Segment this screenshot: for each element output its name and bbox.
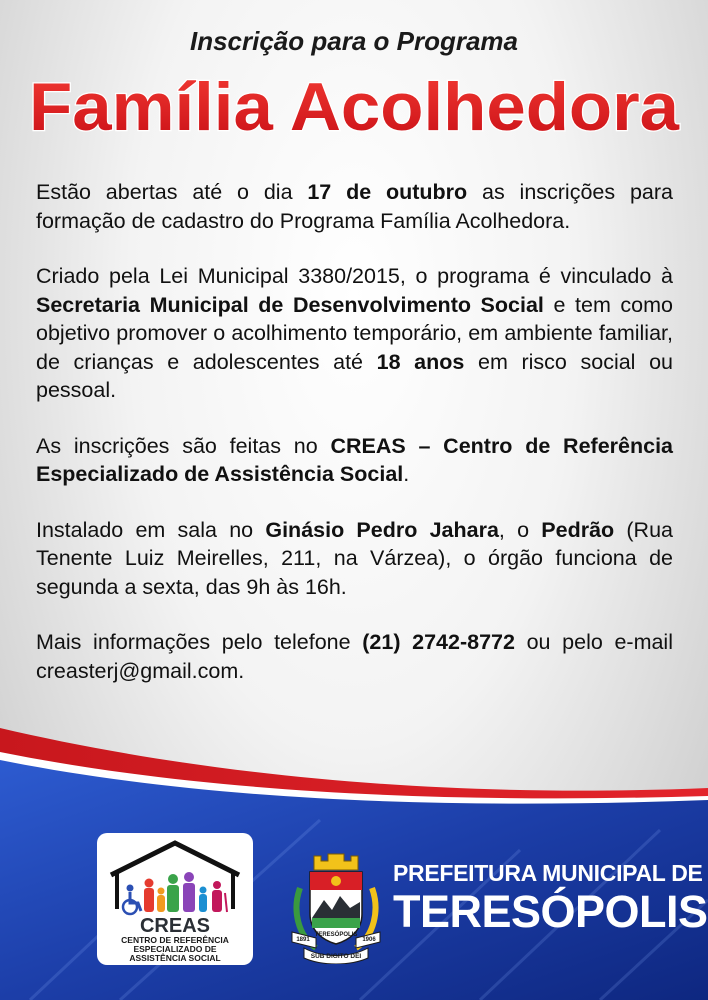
seal-year-right: 1906	[362, 937, 376, 943]
teresopolis-coat-of-arms	[286, 848, 386, 964]
highlighted-text: (21) 2742-8772	[362, 630, 515, 654]
creas-logo-line3: ASSISTÊNCIA SOCIAL	[129, 953, 221, 963]
paragraph-registration-location	[36, 432, 673, 489]
announcement-body	[36, 178, 673, 712]
paragraph-text: Estão abertas até o dia	[36, 180, 308, 204]
program-subtitle: Inscrição para o Programa	[189, 26, 519, 56]
prefeitura-label: PREFEITURA MUNICIPAL DE	[393, 860, 703, 886]
paragraph-text: Mais informações pelo telefone	[36, 630, 363, 654]
creas-logo	[97, 833, 253, 965]
paragraph-text: e tem como objetivo promover o acolhimento temporário, em ambiente familiar, de crianças e adolescentes até	[36, 292, 674, 374]
paragraph-deadline	[36, 178, 673, 235]
paragraph-text: Criado pela Lei Municipal 3380/2015, o programa é vinculado à	[36, 264, 673, 288]
paragraph-text: .	[403, 462, 410, 486]
paragraph-text: em risco social ou pessoal.	[36, 349, 673, 402]
highlighted-text: CREAS – Centro de Referência Especializado de Assistência Social	[36, 433, 673, 486]
highlighted-text: Ginásio Pedro Jahara	[265, 517, 499, 542]
paragraph-text: (Rua Tenente Luiz Meirelles, 211, na Várzea), o órgão funciona de segunda a sexta, das 9h às 16h.	[36, 517, 673, 599]
city-name: TERESÓPOLIS	[393, 886, 708, 937]
wheelchair-icon	[123, 885, 141, 915]
highlighted-text: Secretaria Municipal de Desenvolvimento Social	[36, 292, 544, 317]
seal-city-name: TERESÓPOLIS	[314, 932, 358, 938]
creas-logo-line2: ESPECIALIZADO DE	[133, 944, 217, 954]
paragraph-text: As inscrições são feitas no	[36, 433, 331, 458]
program-title-text: Família Acolhedora	[29, 69, 681, 145]
seal-motto: SUB DIGITO DEI	[310, 953, 362, 960]
paragraph-program-description	[36, 262, 673, 405]
paragraph-text: ou pelo e-mail creasterj@gmail.com.	[36, 630, 673, 683]
family-figures-icon	[144, 872, 227, 912]
seal-year-left: 1891	[296, 937, 310, 943]
highlighted-text: 18 anos	[376, 349, 465, 374]
highlighted-text: Pedrão	[541, 517, 615, 542]
creas-logo-line1: CENTRO DE REFERÊNCIA	[121, 935, 229, 945]
paragraph-text: as inscrições para formação de cadastro do Programa Família Acolhedora.	[36, 180, 673, 233]
paragraph-text: , o	[498, 517, 542, 542]
paragraph-text: Instalado em sala no	[36, 517, 266, 542]
program-title	[0, 60, 708, 150]
creas-logo-name: CREAS	[139, 915, 211, 937]
highlighted-text: 17 de outubro	[307, 180, 468, 204]
paragraph-address-hours	[36, 516, 673, 602]
paragraph-contact-info	[36, 628, 673, 685]
